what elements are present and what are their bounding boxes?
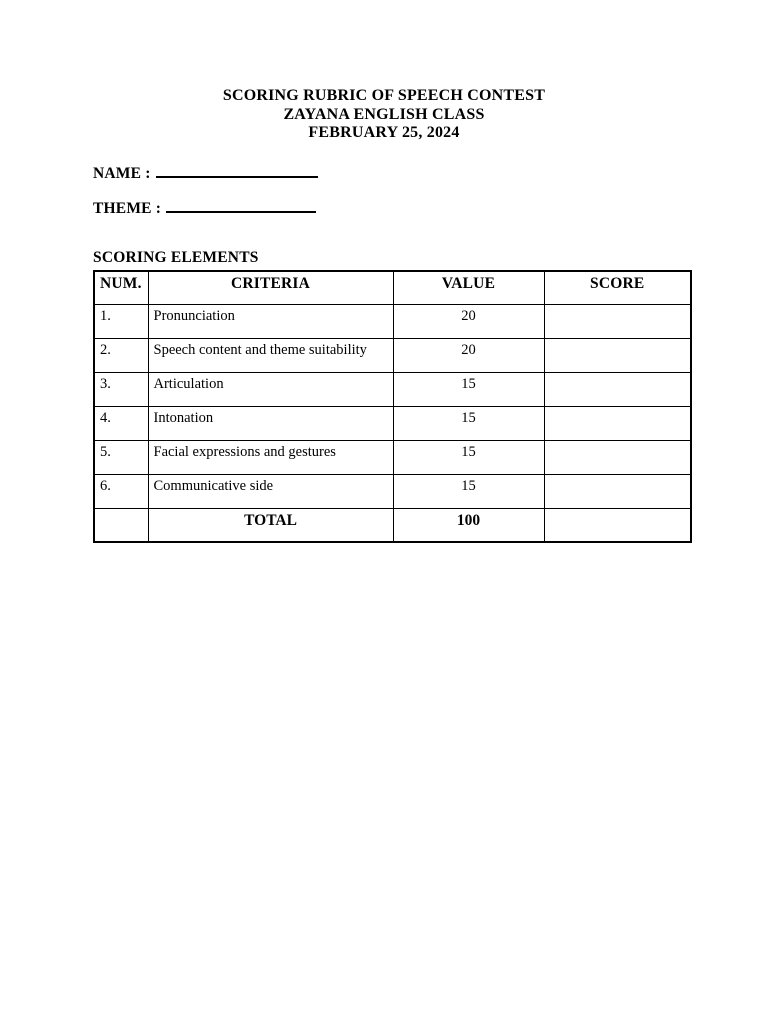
title-line-2: ZAYANA ENGLISH CLASS (283, 105, 485, 123)
name-field-row (93, 163, 318, 183)
table-row (94, 440, 691, 474)
cell-criteria: Intonation (148, 406, 393, 440)
document-title (0, 87, 768, 143)
cell-value: 20 (393, 304, 544, 338)
cell-criteria: Pronunciation (148, 304, 393, 338)
total-value-cell: 100 (393, 508, 544, 542)
scoring-rubric-table (93, 270, 692, 543)
table-row (94, 304, 691, 338)
total-num-cell (94, 508, 148, 542)
section-heading-scoring-elements: SCORING ELEMENTS (93, 249, 259, 266)
theme-blank-line (166, 198, 316, 213)
cell-score (544, 304, 691, 338)
cell-num: 6. (94, 474, 148, 508)
cell-score (544, 474, 691, 508)
col-header-num: NUM. (94, 271, 148, 304)
cell-value: 15 (393, 440, 544, 474)
cell-value: 20 (393, 338, 544, 372)
cell-num: 4. (94, 406, 148, 440)
col-header-score: SCORE (544, 271, 691, 304)
title-line-3: FEBRUARY 25, 2024 (308, 124, 460, 142)
col-header-value: VALUE (393, 271, 544, 304)
cell-value: 15 (393, 406, 544, 440)
total-row (94, 508, 691, 542)
theme-label: THEME : (93, 200, 162, 217)
cell-num: 5. (94, 440, 148, 474)
cell-score (544, 406, 691, 440)
table-row (94, 372, 691, 406)
table-row (94, 338, 691, 372)
total-score-cell (544, 508, 691, 542)
cell-score (544, 338, 691, 372)
name-blank-line (156, 163, 318, 178)
cell-num: 3. (94, 372, 148, 406)
table-header-row (94, 271, 691, 304)
theme-field-row (93, 198, 316, 218)
total-label-cell: TOTAL (148, 508, 393, 542)
cell-criteria: Communicative side (148, 474, 393, 508)
cell-value: 15 (393, 474, 544, 508)
cell-value: 15 (393, 372, 544, 406)
table-row (94, 406, 691, 440)
cell-criteria: Speech content and theme suitability (148, 338, 393, 372)
col-header-criteria: CRITERIA (148, 271, 393, 304)
table-row (94, 474, 691, 508)
title-line-1: SCORING RUBRIC OF SPEECH CONTEST (222, 87, 546, 104)
cell-score (544, 440, 691, 474)
cell-num: 2. (94, 338, 148, 372)
cell-score (544, 372, 691, 406)
cell-criteria: Facial expressions and gestures (148, 440, 393, 474)
cell-criteria: Articulation (148, 372, 393, 406)
cell-num: 1. (94, 304, 148, 338)
name-label: NAME : (93, 165, 151, 182)
